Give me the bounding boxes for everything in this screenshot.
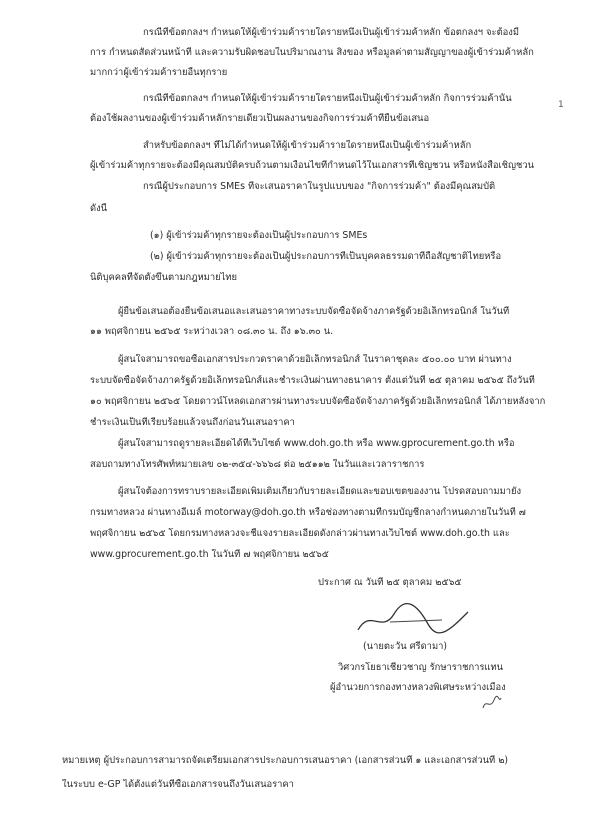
signatory-title-2: ผู้อำนวยการกองทางหลวงพิเศษระหว่างเมือง [330,682,506,693]
p2-line-1: กรณีที่ข้อตกลงฯ กำหนดให้ผู้เข้าร่วมค้ารายใดรายหนึ่งเป็นผู้เข้าร่วมค้าหลัก กิจการร่วมค้านั้น [143,93,512,104]
p1-line-1: กรณีที่ข้อตกลงฯ กำหนดให้ผู้เข้าร่วมค้ารายใดรายหนึ่งเป็นผู้เข้าร่วมค้าหลัก ข้อตกลงฯ จะต้องมี [143,27,520,38]
p6-line-1: (๒) ผู้เข้าร่วมค้าทุกรายจะต้องเป็นผู้ประกอบการที่เป็นบุคคลธรรมดาที่ถือสัญชาติไทยหรือ [150,251,502,262]
p5-line-1: (๑) ผู้เข้าร่วมค้าทุกรายจะต้องเป็นผู้ประกอบการ SMEs [150,230,368,241]
p9-line-2: สอบถามทางโทรศัพท์หมายเลข ๐๒-๓๕๔-๖๖๖๘ ต่อ ๒๕๑๑๒ ในวันและเวลาราชการ [90,459,425,470]
signature-mark [350,600,480,640]
page-mark: 1 [558,100,564,110]
p4-line-2: ดังนี้ [90,203,108,214]
p10-line-1: ผู้สนใจต้องการทราบรายละเอียดเพิ่มเติมเกี่ยวกับรายละเอียดและขอบเขตของงาน โปรดสอบถามมายัง [118,486,522,497]
p3-line-1: สำหรับข้อตกลงฯ ที่ไม่ได้กำหนดให้ผู้เข้าร่วมค้ารายใดรายหนึ่งเป็นผู้เข้าร่วมค้าหลัก [143,140,472,151]
announce-date: ประกาศ ณ วันที่ ๒๕ ตุลาคม ๒๕๖๕ [318,577,462,588]
footnote-line-1: หมายเหตุ ผู้ประกอบการสามารถจัดเตรียมเอกสารประกอบการเสนอราคา (เอกสารส่วนที่ ๑ และเอกสารส่วนที่ ๒) [62,755,509,766]
p1-line-3: มากกว่าผู้เข้าร่วมค้ารายอื่นทุกราย [90,67,228,78]
p3-line-2: ผู้เข้าร่วมค้าทุกรายจะต้องมีคุณสมบัติครบถ้วนตามเงื่อนไขที่กำหนดไว้ในเอกสารที่เชิญชวน หรือหนังสือเชิญชวน [90,160,535,171]
p1-line-2: การ กำหนดสัดส่วนหน้าที่ และความรับผิดชอบในปริมาณงาน สิ่งของ หรือมูลค่าตามสัญญาของผู้เข้าร่วมค้าหลัก [90,47,534,58]
p6-line-2: นิติบุคคลที่จัดตั้งขึ้นตามกฎหมายไทย [90,272,237,283]
p7-line-1: ผู้ยื่นข้อเสนอต้องยื่นข้อเสนอและเสนอราคาทางระบบจัดซื้อจัดจ้างภาครัฐด้วยอิเล็กทรอนิกส์ ในวันที่ [118,306,510,317]
footnote-line-2: ในระบบ e-GP ได้ตั้งแต่วันที่ซื้อเอกสารจนถึงวันเสนอราคา [62,779,294,790]
p8-line-1: ผู้สนใจสามารถขอซื้อเอกสารประกวดราคาด้วยอิเล็กทรอนิกส์ ในราคาชุดละ ๕๐๐.๐๐ บาท ผ่านทาง [118,354,512,365]
p9-line-1: ผู้สนใจสามารถดูรายละเอียดได้ที่เว็บไซต์ www.doh.go.th หรือ www.gprocurement.go.th หรือ [118,438,515,449]
p7-line-2: ๑๑ พฤศจิกายน ๒๕๖๕ ระหว่างเวลา ๐๘.๓๐ น. ถึง ๑๖.๓๐ น. [90,326,334,337]
p8-line-2: ระบบจัดซื้อจัดจ้างภาครัฐด้วยอิเล็กทรอนิกส์และชำระเงินผ่านทางธนาคาร ตั้งแต่วันที่ ๒๕ ตุลาคม ๒๕๖๕ ถึงวันที่ [90,375,535,386]
p10-line-4: www.gprocurement.go.th ในวันที่ ๗ พฤศจิกายน ๒๕๖๕ [90,549,329,560]
p10-line-3: พฤศจิกายน ๒๕๖๕ โดยกรมทางหลวงจะชี้แจงรายละเอียดดังกล่าวผ่านทางเว็บไซต์ www.doh.go.th และ [90,528,510,539]
p8-line-3: ๑๐ พฤศจิกายน ๒๕๖๕ โดยดาวน์โหลดเอกสารผ่านทางระบบจัดซื้อจัดจ้างภาครัฐด้วยอิเล็กทรอนิกส์ ได้ภายหลังจาก [90,396,546,407]
signatory-name: (นายตะวัน ศรีดามา) [363,641,448,652]
p2-line-2: ต้องใช้ผลงานของผู้เข้าร่วมค้าหลักรายเดียวเป็นผลงานของกิจการร่วมค้าที่ยื่นข้อเสนอ [90,113,430,124]
initial-mark [480,694,504,714]
p10-line-2: กรมทางหลวง ผ่านทางอีเมล์ motorway@doh.go.th หรือช่องทางตามที่กรมบัญชีกลางกำหนดภายในวันที่ ๗ [90,507,526,518]
signatory-title-1: วิศวกรโยธาเชี่ยวชาญ รักษาราชการแทน [338,662,504,673]
p4-line-1: กรณีผู้ประกอบการ SMEs ที่จะเสนอราคาในรูปแบบของ "กิจการร่วมค้า" ต้องมีคุณสมบัติ [143,181,496,192]
p8-line-4: ชำระเงินเป็นที่เรียบร้อยแล้วจนถึงก่อนวันเสนอราคา [90,417,295,428]
